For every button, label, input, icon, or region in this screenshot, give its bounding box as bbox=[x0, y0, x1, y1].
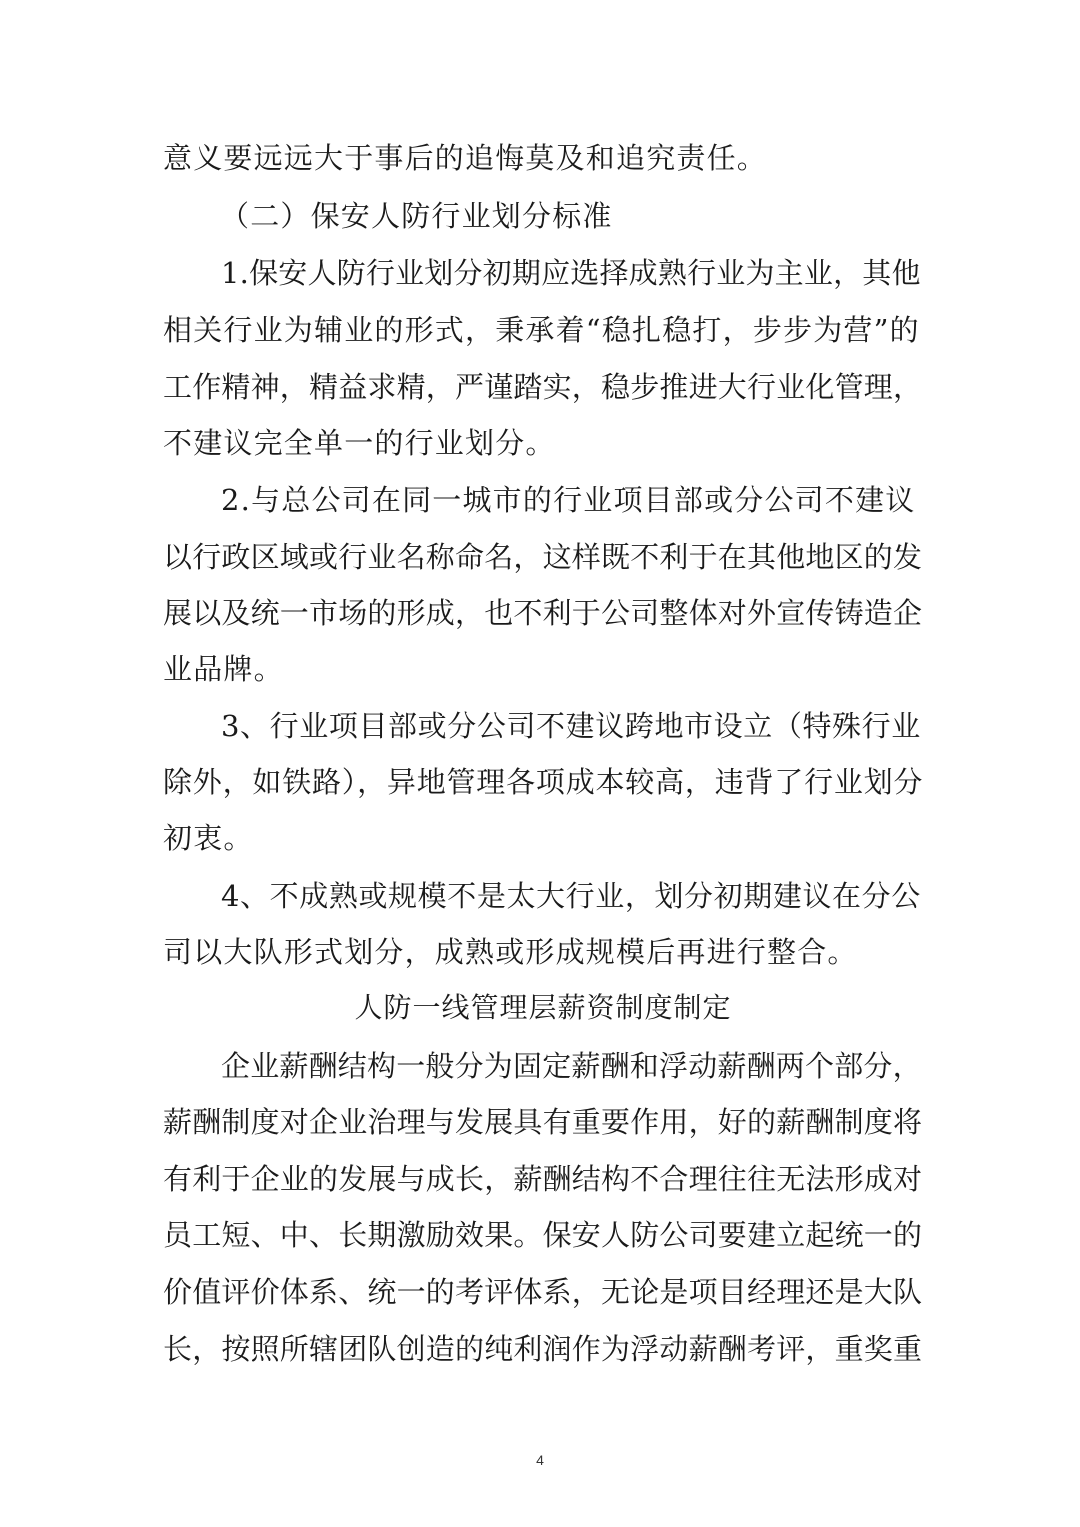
body-text bbox=[163, 0, 923, 1400]
text-line: 业品牌。 bbox=[163, 652, 284, 686]
text-line: 长，按照所辖团队创造的纯利润作为浮动薪酬考评，重奖重 bbox=[163, 1332, 923, 1366]
text-line: 展以及统一市场的形成，也不利于公司整体对外宣传铸造企 bbox=[163, 596, 923, 630]
text-line: 3、行业项目部或分公司不建议跨地市设立（特殊行业 bbox=[221, 709, 921, 743]
text-line: 初衷。 bbox=[163, 821, 254, 855]
subsection-heading: （二）保安人防行业划分标准 bbox=[220, 199, 613, 233]
text-line: 薪酬制度对企业治理与发展具有重要作用，好的薪酬制度将 bbox=[163, 1105, 923, 1139]
section-title: 人防一线管理层薪资制度制定 bbox=[354, 991, 732, 1024]
text-line: 意义要远远大于事后的追悔莫及和追究责任。 bbox=[163, 141, 768, 175]
text-line: 价值评价体系、统一的考评体系，无论是项目经理还是大队 bbox=[163, 1275, 923, 1309]
text-line: 企业薪酬结构一般分为固定薪酬和浮动薪酬两个部分， bbox=[221, 1049, 922, 1083]
text-line: 有利于企业的发展与成长，薪酬结构不合理往往无法形成对 bbox=[163, 1162, 923, 1196]
page-number: 4 bbox=[536, 1452, 544, 1468]
text-line: 不建议完全单一的行业划分。 bbox=[163, 426, 556, 460]
text-line: 工作精神，精益求精，严谨踏实，稳步推进大行业化管理， bbox=[163, 370, 923, 404]
text-line: 除外，如铁路），异地管理各项成本较高，违背了行业划分 bbox=[163, 765, 924, 799]
text-line: 相关行业为辅业的形式，秉承着“稳扎稳打，步步为营”的 bbox=[163, 313, 920, 347]
text-line: 员工短、中、长期激励效果。保安人防公司要建立起统一的 bbox=[163, 1218, 923, 1252]
text-line: 2.与总公司在同一城市的行业项目部或分公司不建议 bbox=[221, 483, 916, 517]
text-line: 以行政区域或行业名称命名，这样既不利于在其他地区的发 bbox=[163, 540, 923, 574]
text-line: 1.保安人防行业划分初期应选择成熟行业为主业，其他 bbox=[221, 256, 921, 290]
text-line: 4、不成熟或规模不是太大行业，划分初期建议在分公 bbox=[221, 879, 921, 913]
text-line: 司以大队形式划分，成熟或形成规模后再进行整合。 bbox=[163, 935, 858, 969]
